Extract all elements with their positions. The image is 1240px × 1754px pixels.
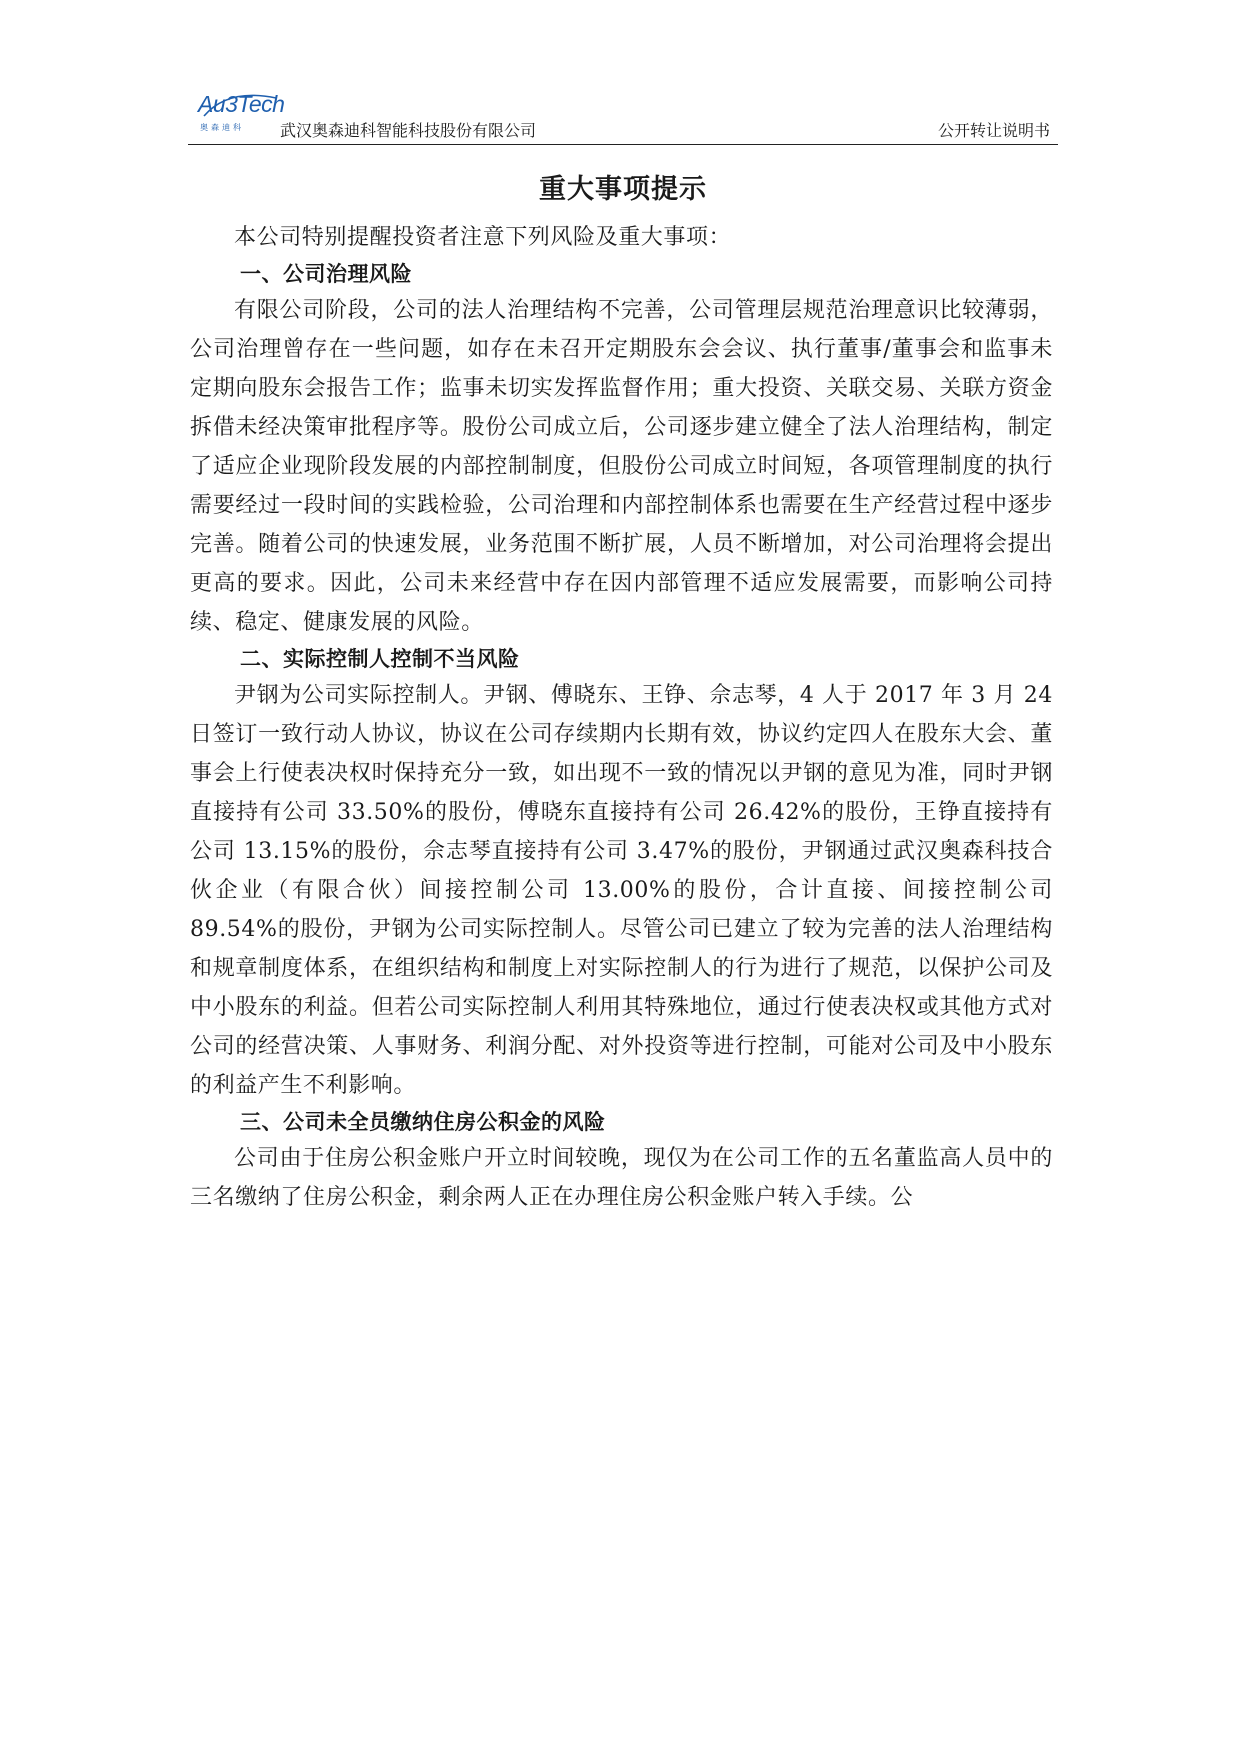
document-body (190, 218, 1053, 1217)
section-heading-housing-fund-risk: 三、公司未全员缴纳住房公积金的风险 (240, 1110, 606, 1134)
section-heading-governance-risk: 一、公司治理风险 (240, 262, 412, 286)
logo-subtext: 奥森迪科 (200, 123, 244, 132)
header-company-name: 武汉奥森迪科智能科技股份有限公司 (280, 121, 537, 140)
section-body-governance-risk: 有限公司阶段，公司的法人治理结构不完善，公司管理层规范治理意识比较薄弱，公司治理曾存在一些问题，如存在未召开定期股东会会议、执行董事/董事会和监事未定期向股东会报告工作；监事未切实发挥监督作用；重大投资、关联交易、关联方资金拆借未经决策审批程序等。股份公司成立后，公司逐步建立健全了法人治理结构，制定了适应企业现阶段发展的内部控制制度，但股份公司成立时间短，各项管理制度的执行需要经过一段时间的实践检验，公司治理和内部控制体系也需要在生产经营过程中逐步完善。随着公司的快速发展，业务范围不断扩展，人员不断增加，对公司治理将会提出更高的要求。因此，公司未来经营中存在因内部管理不适应发展需要，而影响公司持续、稳定、健康发展的风险。 (190, 298, 1053, 635)
section-heading-controller-risk: 二、实际控制人控制不当风险 (240, 647, 520, 671)
section-body-controller-risk: 尹钢为公司实际控制人。尹钢、傅晓东、王铮、佘志琴，4 人于 2017 年 3 月 24 日签订一致行动人协议，协议在公司存续期内长期有效，协议约定四人在股东大会、董事会上行使表决权时保持充分一致，如出现不一致的情况以尹钢的意见为准，同时尹钢直接持有公司 33.50%的股份，傅晓东直接持有公司 26.42%的股份，王铮直接持有公司 13.15%的股份，佘志琴直接持有公司 3.47%的股份，尹钢通过武汉奥森科技合伙企业（有限合伙）间接控制公司 13.00%的股份，合计直接、间接控制公司 89.54%的股份，尹钢为公司实际控制人。尽管公司已建立了较为完善的法人治理结构和规章制度体系，在组织结构和制度上对实际控制人的行为进行了规范，以保护公司及中小股东的利益。但若公司实际控制人利用其特殊地位，通过行使表决权或其他方式对公司的经营决策、人事财务、利润分配、对外投资等进行控制，可能对公司及中小股东的利益产生不利影响。 (190, 683, 1053, 1098)
logo-wordmark: Au3Tech (198, 91, 285, 117)
intro-paragraph: 本公司特别提醒投资者注意下列风险及重大事项： (234, 225, 732, 250)
company-logo (198, 90, 285, 140)
page-header (188, 84, 1058, 145)
header-document-type: 公开转让说明书 (937, 121, 1050, 140)
section-body-housing-fund-risk: 公司由于住房公积金账户开立时间较晚，现仅为在公司工作的五名董监高人员中的三名缴纳了住房公积金，剩余两人正在办理住房公积金账户转入手续。公 (190, 1146, 1053, 1210)
page-title: 重大事项提示 (539, 174, 707, 206)
